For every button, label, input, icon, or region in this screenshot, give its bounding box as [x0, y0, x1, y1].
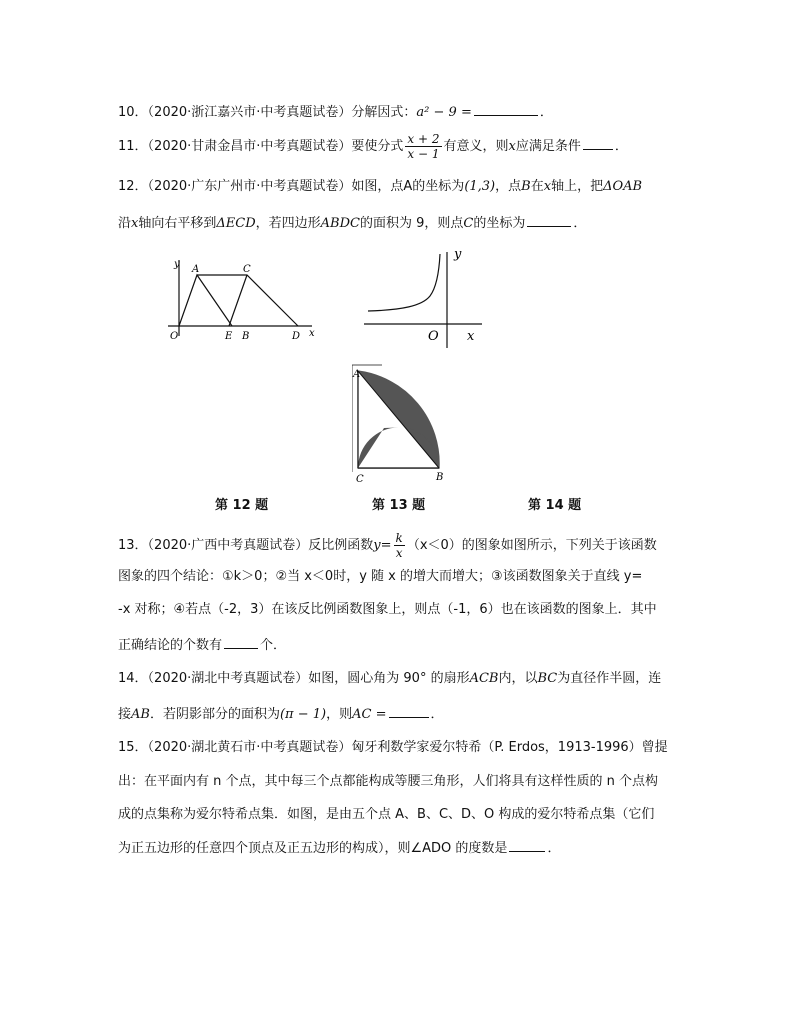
answer-blank[interactable] [509, 839, 545, 852]
question-text: 要使分式 [351, 139, 404, 154]
question-number: 12． [118, 179, 148, 194]
question-14-line-1: 14．（2020·湖北中考真题试卷）如图，圆心角为 90° 的扇形ACB内，以BC为直径作半圆，连 [118, 671, 662, 686]
hyperbola-curve [368, 254, 440, 311]
question-source: （2020·甘肃金昌市·中考真题试卷） [147, 139, 352, 154]
figure-12 [162, 254, 322, 346]
caption-14: 第 14 题 [528, 498, 582, 513]
math-expression: a² − 9 = [416, 105, 472, 120]
question-number: 10． [118, 105, 148, 120]
question-13-line-2: 图象的四个结论：①k＞0；②当 x＜0时，y 随 x 的增大而增大；③该函数图象关于直线 y= [118, 569, 643, 584]
label-b: B [242, 331, 250, 342]
label-b: B [436, 472, 444, 483]
answer-blank[interactable] [224, 636, 258, 649]
question-15-line-2: 出：在平面内有 n 个点，其中每三个点都能构成等腰三角形，人们将具有这样性质的 n 个点构 [118, 774, 659, 789]
question-text: 分解因式： [351, 105, 417, 120]
question-15-line-1: 15．（2020·湖北黄石市·中考真题试卷）匈牙利数学家爱尔特希（P. Erdos，1913-1996）曾提 [118, 740, 668, 755]
label-d: D [292, 331, 301, 342]
answer-blank[interactable] [474, 103, 538, 116]
label-x: x [467, 329, 475, 344]
caption-13: 第 13 题 [372, 498, 426, 513]
question-number: 11． [118, 139, 148, 154]
label-c: C [356, 474, 364, 484]
answer-blank[interactable] [389, 705, 429, 718]
question-13-line-3: -x 对称；④若点（-2，3）在该反比例函数图象上，则点（-1，6）也在该函数的图象上．其中 [118, 602, 657, 617]
caption-12: 第 12 题 [215, 498, 269, 513]
label-x: x [309, 328, 315, 339]
label-o: O [428, 329, 439, 344]
label-e: E [225, 331, 233, 342]
question-10: 10．（2020·浙江嘉兴市·中考真题试卷）分解因式：a² − 9 = ． [118, 105, 553, 120]
question-14-line-2: 接AB．若阴影部分的面积为(π − 1)，则AC = ． [118, 707, 444, 722]
question-source: （2020·广西中考真题试卷） [147, 538, 309, 553]
segment-ce [229, 275, 247, 326]
answer-blank[interactable] [527, 214, 571, 227]
quad-top-right [197, 275, 298, 326]
question-12-line-1: 12．（2020·广东广州市·中考真题试卷）如图，点A的坐标为(1,3)，点B在x轴上，把ΔOAB [118, 179, 643, 194]
question-number: 14． [118, 671, 148, 686]
label-a: A [192, 264, 200, 275]
label-c: C [243, 264, 251, 275]
question-source: （2020·浙江嘉兴市·中考真题试卷） [147, 105, 352, 120]
figure-14 [352, 362, 450, 484]
label-y: y [174, 259, 180, 270]
question-number: 13． [118, 538, 148, 553]
answer-blank[interactable] [583, 137, 613, 150]
question-source: （2020·湖北黄石市·中考真题试卷） [147, 740, 352, 755]
question-13-line-4: 正确结论的个数有 个． [118, 638, 287, 653]
question-11: 11．（2020·甘肃金昌市·中考真题试卷）要使分式 $\frac{x + 2}{x - 1}$ 有意义，则x应满足条件 ． [118, 132, 628, 161]
triangle-oab [179, 275, 232, 326]
label-o: O [170, 331, 179, 342]
question-13-line-1: 13．（2020·广西中考真题试卷）反比例函数y= $\frac{k}{x}$ （x＜0）的图象如图所示，下列关于该函数 [118, 531, 657, 560]
figure-13 [362, 244, 492, 350]
question-source: （2020·广东广州市·中考真题试卷） [147, 179, 352, 194]
fraction: $\frac{k}{x}$ [395, 531, 403, 560]
question-15-line-4: 为正五边形的任意四个顶点及正五边形的构成），则∠ADO 的度数是 ． [118, 841, 561, 856]
question-12-line-2: 沿x轴向右平移到ΔECD，若四边形ABDC的面积为 9，则点C的坐标为 ． [118, 216, 587, 231]
question-number: 15． [118, 740, 148, 755]
question-15-line-3: 成的点集称为爱尔特希点集．如图，是由五个点 A、B、C、D、O 构成的爱尔特希点集（它们 [118, 807, 655, 822]
label-a: A [353, 369, 361, 380]
label-y: y [454, 247, 462, 262]
question-source: （2020·湖北中考真题试卷） [147, 671, 309, 686]
fraction: $\frac{x + 2}{x - 1}$ [407, 132, 440, 161]
